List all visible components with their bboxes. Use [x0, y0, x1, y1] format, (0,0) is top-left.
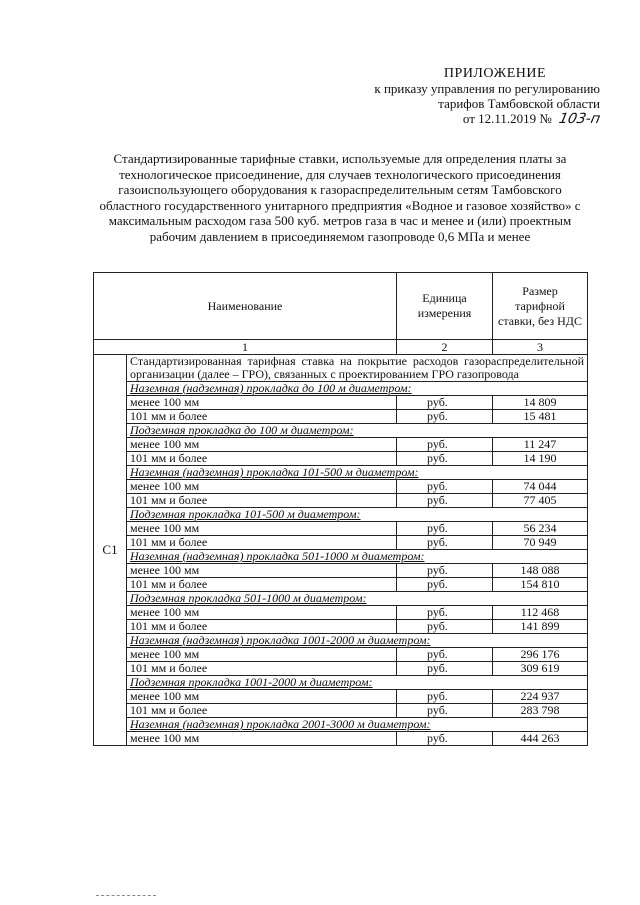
section-title-text: Наземная (надземная) прокладка 1001-2000 м диаметром:: [130, 633, 431, 647]
tariff-table: [93, 272, 588, 746]
table-row: [94, 410, 588, 424]
section-row: [94, 718, 588, 732]
rate-value: 14 190: [493, 452, 588, 466]
unit-cell: руб.: [397, 396, 493, 410]
section-title: [127, 424, 588, 438]
rate-value: 77 405: [493, 494, 588, 508]
document-title: Стандартизированные тарифные ставки, используемые для определения платы за технологическое присоединение, для случаев технологического присоединения газоиспользующего оборудования к газораспределительным сетям Тамбовского областного государственного унитарного предприятия «Водное и газовое хозяйство» с максимальным расходом газа 500 куб. метров газа в час и менее и (или) проектным рабочим давлением в присоединяемом газопроводе 0,6 МПа и менее: [99, 151, 581, 244]
rate-value: 224 937: [493, 690, 588, 704]
table-row: [94, 732, 588, 746]
unit-cell: руб.: [397, 438, 493, 452]
diameter-label: 101 мм и более: [127, 410, 397, 424]
column-header-name: Наименование: [94, 273, 397, 340]
section-title: [127, 592, 588, 606]
rate-value: 141 899: [493, 620, 588, 634]
unit-cell: руб.: [397, 606, 493, 620]
unit-cell: руб.: [397, 564, 493, 578]
section-row: [94, 382, 588, 396]
section-row: [94, 424, 588, 438]
unit-cell: руб.: [397, 620, 493, 634]
unit-cell: руб.: [397, 522, 493, 536]
diameter-label: менее 100 мм: [127, 480, 397, 494]
section-title: [127, 382, 588, 396]
header-line-1: к приказу управления по регулированию: [374, 81, 600, 96]
rate-value: 148 088: [493, 564, 588, 578]
unit-cell: руб.: [397, 480, 493, 494]
header-date-line: [330, 111, 600, 127]
column-header-unit: Единица измерения: [397, 273, 493, 340]
unit-cell: руб.: [397, 648, 493, 662]
section-title-text: Подземная прокладка 101-500 м диаметром:: [130, 507, 361, 521]
table-row: [94, 690, 588, 704]
rate-value: 112 468: [493, 606, 588, 620]
section-title: [127, 508, 588, 522]
section-row: [94, 592, 588, 606]
column-number-row: [94, 340, 588, 355]
section-row: [94, 634, 588, 648]
rate-value: 15 481: [493, 410, 588, 424]
diameter-label: 101 мм и более: [127, 536, 397, 550]
table-row: [94, 662, 588, 676]
unit-cell: руб.: [397, 662, 493, 676]
diameter-label: менее 100 мм: [127, 438, 397, 452]
document-header: [330, 66, 600, 127]
column-number-3: 3: [493, 340, 588, 355]
rate-value: 154 810: [493, 578, 588, 592]
diameter-label: 101 мм и более: [127, 578, 397, 592]
diameter-label: 101 мм и более: [127, 704, 397, 718]
order-number-handwritten: 103-п: [557, 111, 602, 127]
diameter-label: менее 100 мм: [127, 732, 397, 746]
table-row: [94, 564, 588, 578]
table-row: [94, 522, 588, 536]
rate-value: 11 247: [493, 438, 588, 452]
diameter-label: 101 мм и более: [127, 494, 397, 508]
rate-code: С1: [94, 355, 127, 746]
section-title: [127, 634, 588, 648]
unit-cell: руб.: [397, 536, 493, 550]
column-number-2: 2: [397, 340, 493, 355]
diameter-label: менее 100 мм: [127, 648, 397, 662]
section-title: [127, 466, 588, 480]
section-row: [94, 676, 588, 690]
table-row: [94, 536, 588, 550]
rate-value: 296 176: [493, 648, 588, 662]
section-row: [94, 550, 588, 564]
section-row: [94, 508, 588, 522]
diameter-label: 101 мм и более: [127, 662, 397, 676]
rate-description: Стандартизированная тарифная ставка на покрытие расходов газораспределительной организации (далее – ГРО), связанных с проектированием ГРО газопровода: [127, 355, 588, 382]
unit-cell: руб.: [397, 578, 493, 592]
section-title: [127, 676, 588, 690]
diameter-label: менее 100 мм: [127, 606, 397, 620]
table-row: [94, 606, 588, 620]
column-header-rate: Размер тарифной ставки, без НДС: [493, 273, 588, 340]
unit-cell: руб.: [397, 690, 493, 704]
section-title-text: Подземная прокладка 501-1000 м диаметром:: [130, 591, 367, 605]
table-row: [94, 396, 588, 410]
section-title-text: Подземная прокладка 1001-2000 м диаметром:: [130, 675, 373, 689]
section-title-text: Наземная (надземная) прокладка 2001-3000 м диаметром:: [130, 717, 431, 731]
table-row: [94, 494, 588, 508]
rate-value: 309 619: [493, 662, 588, 676]
header-date: от 12.11.2019 №: [462, 111, 552, 126]
page-footer-mark: [96, 895, 156, 898]
unit-cell: руб.: [397, 732, 493, 746]
diameter-label: менее 100 мм: [127, 396, 397, 410]
section-title-text: Наземная (надземная) прокладка 101-500 м диаметром:: [130, 465, 419, 479]
table-row: [94, 438, 588, 452]
section-title-text: Подземная прокладка до 100 м диаметром:: [130, 423, 354, 437]
diameter-label: 101 мм и более: [127, 620, 397, 634]
rate-value: 444 263: [493, 732, 588, 746]
table-row: [94, 620, 588, 634]
section-title-text: Наземная (надземная) прокладка до 100 м диаметром:: [130, 381, 412, 395]
section-title: [127, 718, 588, 732]
table-row: [94, 480, 588, 494]
rate-value: 56 234: [493, 522, 588, 536]
unit-cell: руб.: [397, 704, 493, 718]
table-row: [94, 452, 588, 466]
unit-cell: руб.: [397, 494, 493, 508]
unit-cell: руб.: [397, 410, 493, 424]
diameter-label: менее 100 мм: [127, 522, 397, 536]
table-header-row: [94, 273, 588, 340]
header-line-2: тарифов Тамбовской области: [438, 96, 600, 111]
diameter-label: менее 100 мм: [127, 564, 397, 578]
appendix-title: ПРИЛОЖЕНИЕ: [443, 66, 547, 81]
section-row: [94, 466, 588, 480]
unit-cell: руб.: [397, 452, 493, 466]
diameter-label: менее 100 мм: [127, 690, 397, 704]
diameter-label: 101 мм и более: [127, 452, 397, 466]
section-title-text: Наземная (надземная) прокладка 501-1000 м диаметром:: [130, 549, 425, 563]
table-row: [94, 704, 588, 718]
section-title: [127, 550, 588, 564]
column-number-1: 1: [94, 340, 397, 355]
table-row: [94, 648, 588, 662]
table-row: [94, 578, 588, 592]
rate-value: 70 949: [493, 536, 588, 550]
rate-value: 74 044: [493, 480, 588, 494]
rate-value: 283 798: [493, 704, 588, 718]
rate-value: 14 809: [493, 396, 588, 410]
description-row: [94, 355, 588, 382]
